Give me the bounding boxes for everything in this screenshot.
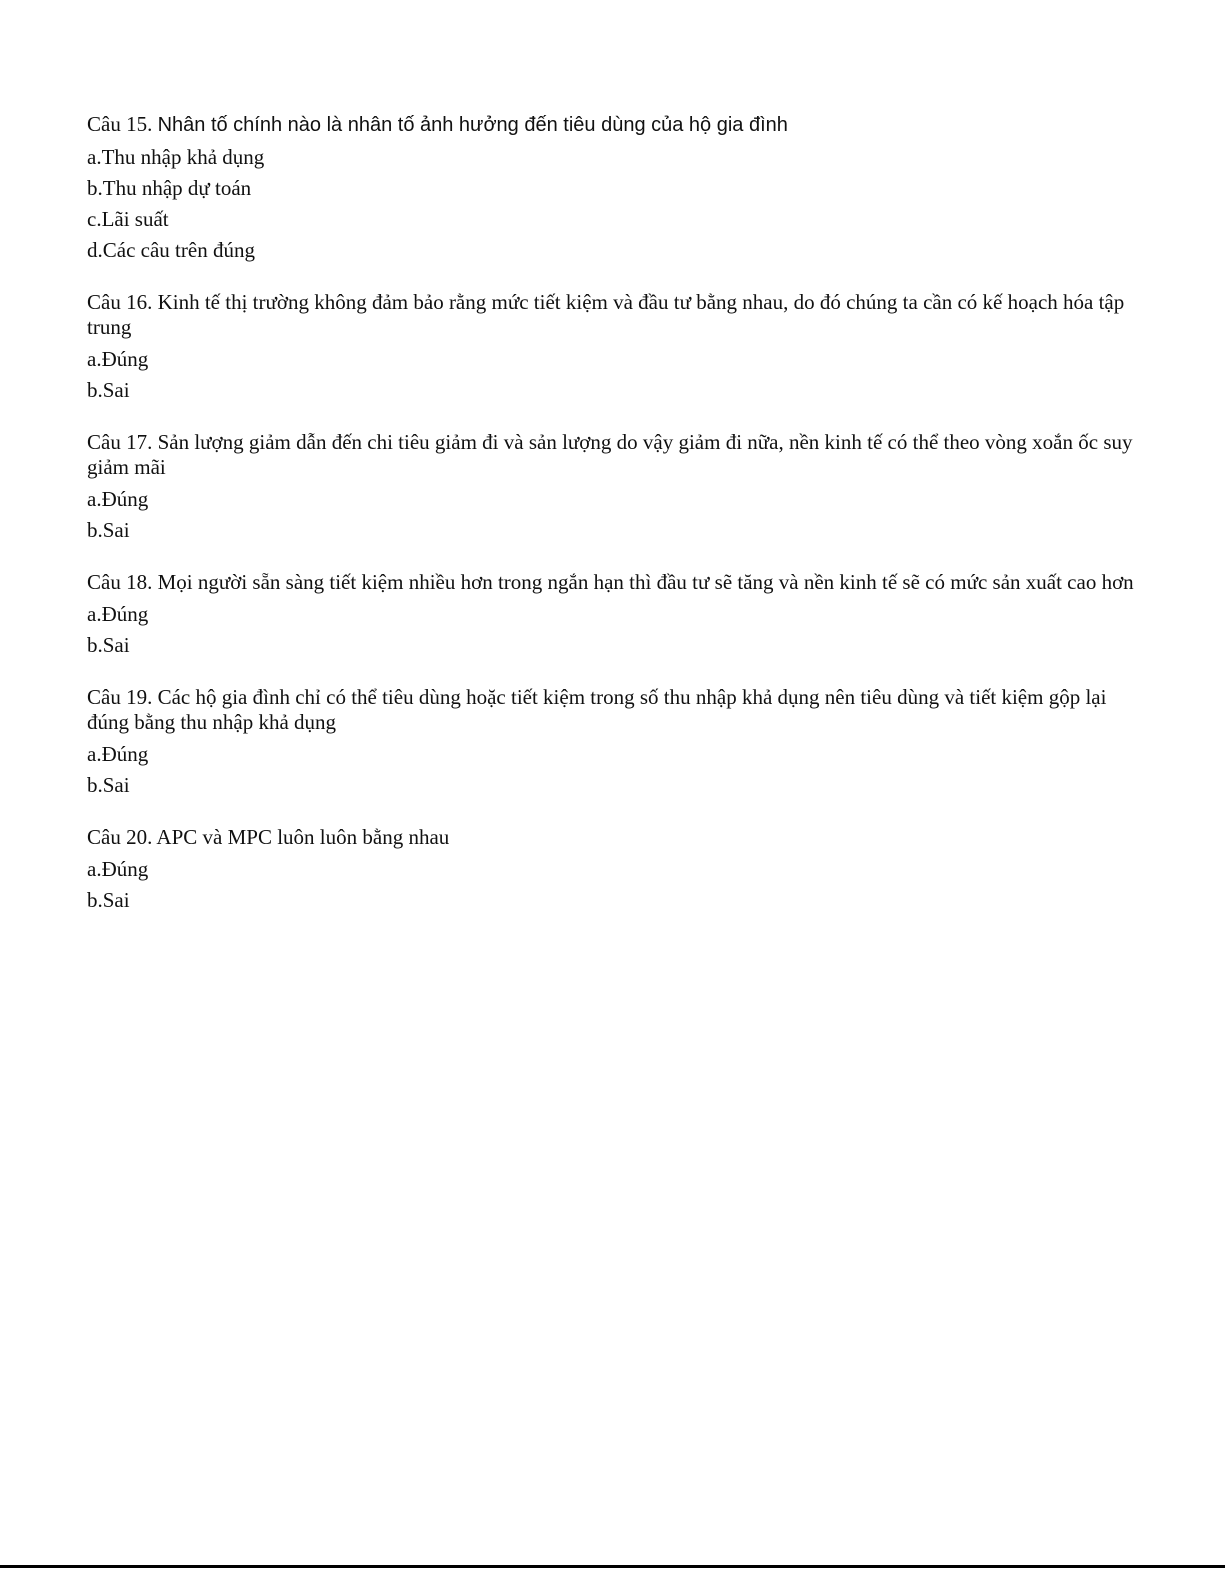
question-17 <box>87 430 1147 546</box>
question-text: Mọi người sẵn sàng tiết kiệm nhiều hơn trong ngắn hạn thì đầu tư sẽ tăng và nền kinh tế sẽ có mức sản xuất cao hơn <box>157 570 1134 594</box>
question-19 <box>87 685 1147 801</box>
question-number: Câu 18. <box>87 570 153 594</box>
question-text: Sản lượng giảm dẫn đến chi tiêu giảm đi và sản lượng do vậy giảm đi nữa, nền kinh tế có thể theo vòng xoắn ốc suy giảm mãi <box>87 430 1133 479</box>
question-15-options <box>87 142 1147 266</box>
question-18-heading <box>87 570 1147 595</box>
question-18-options <box>87 599 1147 661</box>
question-19-heading <box>87 685 1147 735</box>
question-list <box>87 112 1147 940</box>
question-18 <box>87 570 1147 661</box>
question-16 <box>87 290 1147 406</box>
question-20 <box>87 825 1147 916</box>
page-bottom-rule <box>0 1565 1225 1568</box>
question-text: Kinh tế thị trường không đảm bảo rằng mức tiết kiệm và đầu tư bằng nhau, do đó chúng ta cần có kế hoạch hóa tập trung <box>87 290 1125 339</box>
question-text: Nhân tố chính nào là nhân tố ảnh hưởng đến tiêu dùng của hộ gia đình <box>157 114 788 136</box>
option-b: b.Sai <box>87 888 130 912</box>
question-number: Câu 16. <box>87 290 153 314</box>
option-a: a.Đúng <box>87 347 149 371</box>
option-a: a.Đúng <box>87 742 149 766</box>
question-number: Câu 17. <box>87 430 153 454</box>
question-number: Câu 20. <box>87 825 153 849</box>
question-number: Câu 19. <box>87 685 153 709</box>
option-a: a.Đúng <box>87 857 149 881</box>
question-19-options <box>87 739 1147 801</box>
option-b: b.Sai <box>87 773 130 797</box>
option-b: b.Sai <box>87 378 130 402</box>
question-20-heading <box>87 825 1147 850</box>
option-b: b.Sai <box>87 518 130 542</box>
question-20-options <box>87 854 1147 916</box>
option-a: a.Thu nhập khả dụng <box>87 145 265 169</box>
question-17-options <box>87 484 1147 546</box>
question-17-heading <box>87 430 1147 480</box>
question-text: Các hộ gia đình chỉ có thể tiêu dùng hoặc tiết kiệm trong số thu nhập khả dụng nên tiêu dùng và tiết kiệm gộp lại đúng bằng thu nhập khả dụng <box>87 685 1107 734</box>
option-b: b.Sai <box>87 633 130 657</box>
question-15-heading <box>87 112 1147 138</box>
question-text: APC và MPC luôn luôn bằng nhau <box>156 825 450 849</box>
question-16-heading <box>87 290 1147 340</box>
question-number: Câu 15. <box>87 112 153 136</box>
option-b: b.Thu nhập dự toán <box>87 176 252 200</box>
option-c: c.Lãi suất <box>87 207 169 231</box>
question-15 <box>87 112 1147 266</box>
option-a: a.Đúng <box>87 602 149 626</box>
option-a: a.Đúng <box>87 487 149 511</box>
question-16-options <box>87 344 1147 406</box>
option-d: d.Các câu trên đúng <box>87 238 255 262</box>
